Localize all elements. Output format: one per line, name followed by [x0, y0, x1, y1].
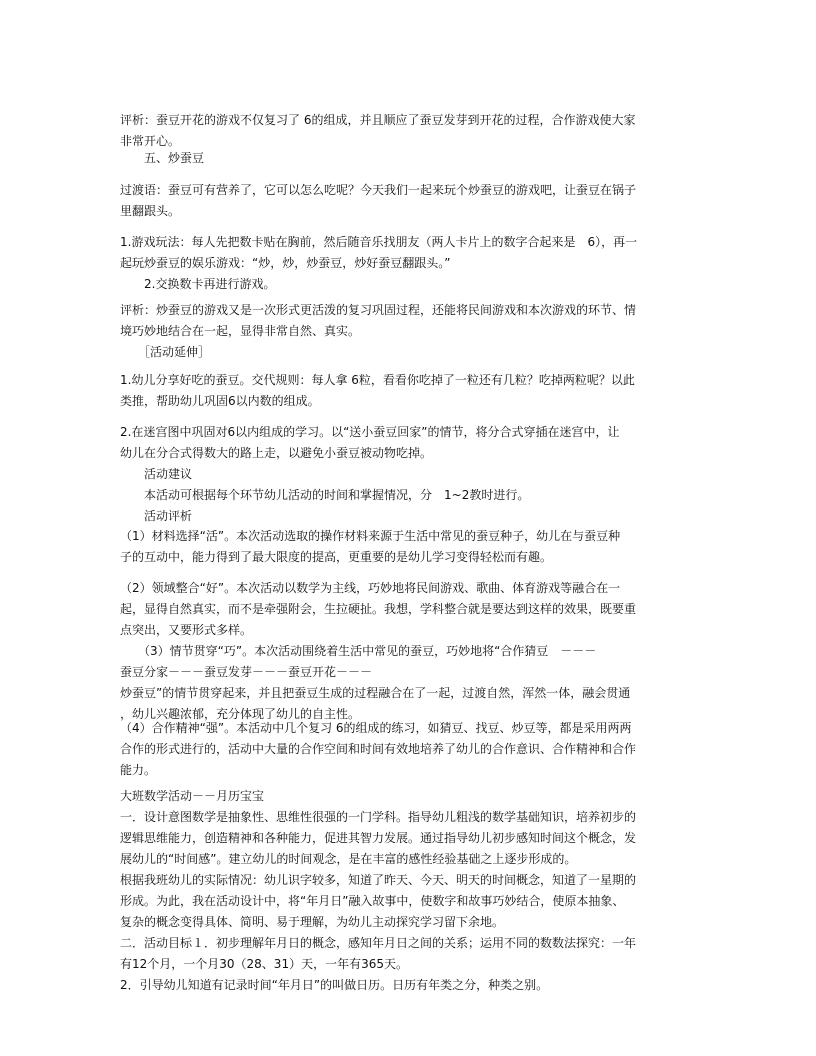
text-line: 有12个月，一个月30（28、31）天，一年有365天。	[120, 957, 408, 971]
text-line: 2．引导幼儿知道有记录时间“年月日”的叫做日历。日历有年类之分，种类之别。	[120, 978, 549, 992]
text-line: 2.交换数卡再进行游戏。	[120, 277, 276, 291]
text-line: 非常开心。	[120, 134, 181, 148]
text-line: 形成。为此，我在活动设计中，将“年月日”融入故事中，使数字和故事巧妙结合，使原本抽象、	[120, 894, 625, 908]
text-line: 起，显得自然真实，而不是牵强附会，生拉硬扯。我想，学科整合就是要达到这样的效果，既要重	[120, 602, 637, 616]
paragraph-evaluation-fry	[120, 300, 698, 363]
text-line: （4）合作精神“强”。本活动中几个复习 6的组成的练习，如猜豆、找豆、炒豆等，都是采用两两	[120, 721, 632, 735]
text-line: 能力。	[120, 763, 157, 777]
text-line: 逻辑思维能力，创造精神和各种能力，促进其智力发展。通过指导幼儿初步感知时间这个概念，发	[120, 831, 637, 845]
text-line: 过渡语：蚕豆可有营养了，它可以怎么吃呢？今天我们一起来玩个炒蚕豆的游戏吧，让蚕豆在锅子	[120, 183, 637, 197]
paragraph-evaluation-flower	[120, 110, 698, 152]
text-line: 一．设计意图数学是抽象性、思维性很强的一门学科。指导幼儿粗浅的数学基础知识，培养初步的	[120, 810, 637, 824]
text-line: （3）情节贯穿“巧”。本次活动围绕着生活中常见的蚕豆，巧妙地将“合作猜豆 －－－	[120, 644, 597, 658]
text-line: 本活动可根据每个环节幼儿活动的时间和掌握情况，分 1~2教时进行。	[120, 488, 530, 502]
text-line: 合作的形式进行的，活动中大量的合作空间和时间有效地培养了幼儿的合作意识、合作精神和合作	[120, 742, 637, 756]
paragraph-review-1	[120, 526, 698, 568]
paragraph-game-rules	[120, 232, 698, 295]
paragraph-extension-2	[120, 422, 698, 527]
paragraph-review-2-3	[120, 578, 698, 725]
text-line: 2.在迷宫图中巩固对6以内组成的学习。以“送小蚕豆回家”的情节，将分合式穿插在迷宫中，让	[120, 425, 620, 439]
text-line: 炒蚕豆”的情节贯穿起来，并且把蚕豆生成的过程融合在了一起，过渡自然，浑然一体，融会贯通	[120, 686, 631, 700]
text-line: 二．活动目标１．初步理解年月日的概念，感知年月日之间的关系；运用不同的数数法探究：一年	[120, 936, 637, 950]
text-line: 起玩炒蚕豆的娱乐游戏：“炒，炒，炒蚕豆，炒好蚕豆翻跟头。”	[120, 256, 451, 270]
text-line: 1.幼儿分享好吃的蚕豆。交代规则：每人拿 6粒，看看你吃掉了一粒还有几粒？吃掉两粒呢？以此	[120, 373, 635, 387]
text-line: 里翻跟头。	[120, 204, 181, 218]
text-line: 展幼儿的“时间感”。建立幼儿的时间观念，是在丰富的感性经验基础之上逐步形成的。	[120, 852, 577, 866]
paragraph-review-4	[120, 718, 698, 781]
section-heading-fry-beans	[120, 148, 698, 169]
text-line: 五、炒蚕豆	[120, 151, 205, 165]
text-line: 复杂的概念变得具体、简明、易于理解，为幼儿主动探究学习留下余地。	[120, 915, 505, 929]
paragraph-extension-1	[120, 370, 698, 412]
text-line: 评析：蚕豆开花的游戏不仅复习了 6的组成，并且顺应了蚕豆发芽到开花的过程，合作游戏使大家	[120, 113, 636, 127]
text-line: （2）领域整合“好”。本次活动以数学为主线，巧妙地将民间游戏、歌曲、体育游戏等融合在一	[120, 581, 621, 595]
text-line: 幼儿在分合式得数大的路上走，以避免小蚕豆被动物吃掉。	[120, 446, 433, 460]
text-line: 点突出，又要形式多样。	[120, 623, 253, 637]
text-line: 活动建议	[120, 467, 193, 481]
text-line: 1.游戏玩法：每人先把数卡贴在胸前，然后随音乐找朋友（两人卡片上的数字合起来是 6），再一	[120, 235, 638, 249]
text-line: （1）材料选择“活”。本次活动选取的操作材料来源于生活中常见的蚕豆种子，幼儿在与蚕豆种	[120, 529, 621, 543]
section-calendar-activity	[120, 786, 698, 996]
text-line: 子的互动中，能力得到了最大限度的提高，更重要的是幼儿学习变得轻松而有趣。	[120, 550, 553, 564]
text-line: 活动评析	[120, 509, 193, 523]
text-line: 蚕豆分家－－－蚕豆发芽－－－蚕豆开花－－－	[120, 665, 373, 679]
paragraph-transition	[120, 180, 698, 222]
text-line: 大班数学活动－－月历宝宝	[120, 789, 265, 803]
text-line: 境巧妙地结合在一起，显得非常自然、真实。	[120, 324, 361, 338]
text-line: ，幼儿兴趣浓郁，充分体现了幼儿的自主性。	[120, 707, 361, 721]
text-line: 根据我班幼儿的实际情况：幼儿识字较多，知道了昨天、今天、明天的时间概念，知道了一星期的	[120, 873, 637, 887]
text-line: ［活动延伸］	[120, 345, 211, 359]
text-line: 评析：炒蚕豆的游戏又是一次形式更活泼的复习巩固过程，还能将民间游戏和本次游戏的环节、情	[120, 303, 637, 317]
text-line: 类推，帮助幼儿巩固6以内数的组成。	[120, 394, 320, 408]
